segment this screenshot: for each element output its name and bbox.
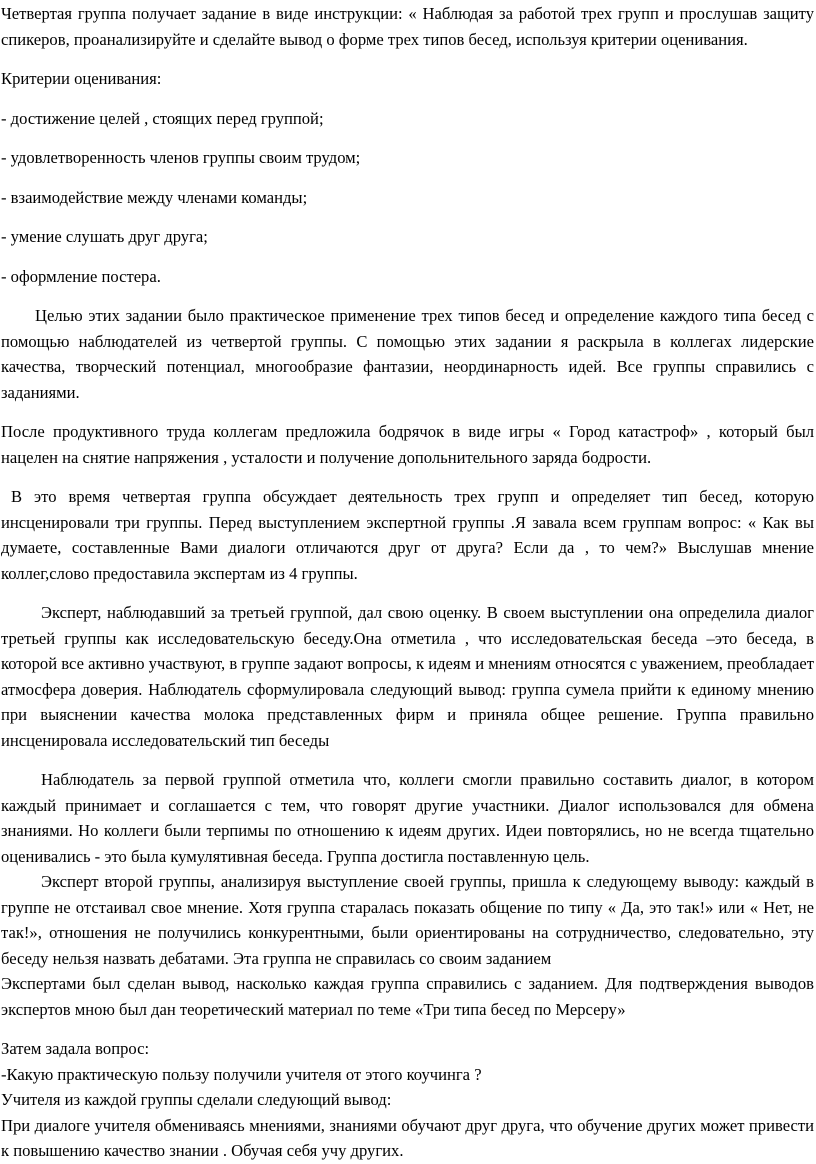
paragraph-teachers-conclusion-intro: Учителя из каждой группы сделали следующий вывод: <box>1 1090 392 1109</box>
paragraph-question: -Какую практическую пользу получили учителя от этого коучинга ? <box>1 1064 482 1084</box>
paragraph-expert-second-group: Эксперт второй группы, анализируя выступление своей группы, пришла к следующему выводу: каждый в группе не отстаивал свое мнение. Хотя группа старалась показать общение по типу « Да, это так!» или « Нет, не так!», отношения не получились конкурентными, были ориентированы на сотрудничество, следовательно, эту беседу нельзя назвать дебатами. Эта группа не справилась со своим заданием <box>1 872 814 968</box>
paragraph-task-instruction: Четвертая группа получает задание в виде инструкции: « Наблюдая за работой трех групп и прослушав защиту спикеров, проанализируйте и сделайте вывод о форме трех типов бесед, используя критерии оценивания. <box>1 4 814 49</box>
paragraph-question-intro: Затем задала вопрос: <box>1 1039 150 1058</box>
paragraph-fourth-group-discussion: В это время четвертая группа обсуждает деятельность трех групп и определяет тип бесед, которую инсценировали три группы. Перед выступлением экспертной группы .Я завала всем группам вопрос: « Как вы думаете, составленные Вами диалоги отличаются друг от друга? Если да , то чем?» Выслушав мнение коллег,слово предоставила экспертам из 4 группы. <box>1 487 814 583</box>
paragraph-observer-first-group: Наблюдатель за первой группой отметила что, коллеги смогли правильно составить диалог, в котором каждый принимает и соглашается с тем, что говорят другие участники. Диалог использовался для обмена знаниями. Но коллеги были терпимы по отношению к идеям других. Идеи повторялись, но не всегда тщательно оценивались - это была кумулятивная беседа. Группа достигла поставленную цель. <box>1 770 814 866</box>
criteria-item-poster: - оформление постера. <box>1 266 161 286</box>
criteria-item-listening: - умение слушать друг друга; <box>1 227 208 246</box>
paragraph-goals-of-tasks: Целью этих задании было практическое применение трех типов бесед и определение каждого типа бесед с помощью наблюдателей из четвертой группы. С помощью этих задании я раскрыла в коллегах лидерские качества, творческий потенциал, многообразие фантазии, неординарность идей. Все группы справились с заданиями. <box>1 306 814 402</box>
criteria-item-interaction: - взаимодействие между членами команды; <box>1 187 308 207</box>
criteria-item-satisfaction: - удовлетворенность членов группы своим трудом; <box>1 148 361 167</box>
document-page <box>0 1 816 1164</box>
paragraph-teachers-conclusion: При диалоге учителя обмениваясь мнениями, знаниями обучают друг друга, что обучение других может привести к повышению качество знании . Обучая себя учу других. <box>1 1115 814 1160</box>
criteria-heading: Критерии оценивания: <box>1 69 162 88</box>
paragraph-expert-third-group: Эксперт, наблюдавший за третьей группой, дал свою оценку. В своем выступлении она определила диалог третьей группы как исследовательскую беседу.Она отметила , что исследовательская беседа –это беседа, в которой все активно участвуют, в группе задают вопросы, к идеям и мнениям относятся с уважением, преобладает атмосфера доверия. Наблюдатель сформулировала следующий вывод: группа сумела прийти к единому мнению при выяснении качества молока представленных фирм и приняла общее решение. Группа правильно инсценировала исследовательский тип беседы <box>1 603 814 750</box>
paragraph-energizer-game: После продуктивного труда коллегам предложила бодрячок в виде игры « Город катастроф» , который был нацелен на снятие напряжения , усталости и получение допольнительного заряда бодрости. <box>1 422 814 467</box>
paragraph-experts-conclusion: Экспертами был сделан вывод, насколько каждая группа справились с заданием. Для подтверждения выводов экспертов мною был дан теоретический материал по теме «Три типа бесед по Мерсеру» <box>1 974 814 1019</box>
criteria-item-goals: - достижение целей , стоящих перед группой; <box>1 108 324 128</box>
